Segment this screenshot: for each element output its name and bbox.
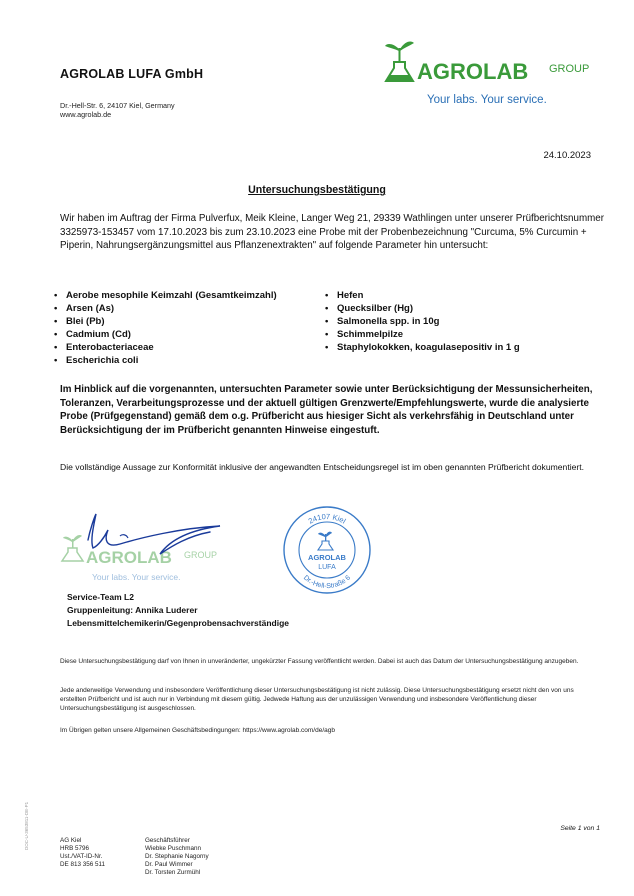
stamp-name1: AGROLAB xyxy=(308,553,346,562)
footer-line: AG Kiel xyxy=(60,837,82,844)
watermark-group: GROUP xyxy=(184,550,218,560)
watermark-logo xyxy=(62,535,217,582)
footer-line: DE 813 356 511 xyxy=(60,861,106,868)
logo-group: GROUP xyxy=(549,63,590,75)
document-date: 24.10.2023 xyxy=(543,150,591,161)
watermark-slogan: Your labs. Your service. xyxy=(92,572,181,582)
disclaimer-terms: Im Übrigen gelten unsere Allgemeinen Geschäftsbedingungen: https://www.agrolab.com/de/agb xyxy=(60,727,335,734)
signature-block xyxy=(60,500,240,590)
signature-lead: Gruppenleitung: Annika Luderer xyxy=(67,605,198,615)
stamp-bottom-text: Dr.-Hell-Straße 6 xyxy=(301,574,353,591)
company-name: AGROLAB LUFA GmbH xyxy=(60,67,204,81)
parameter-name: Quecksilber (Hg) xyxy=(337,303,414,314)
list-item: • Enterobacteriaceae xyxy=(54,342,154,353)
list-item: • Arsen (As) xyxy=(54,303,115,314)
parameter-name: Hefen xyxy=(337,290,364,301)
footer-heading: Geschäftsführer xyxy=(145,837,190,844)
document-reference: DOC-U-3653811-DE-P1 xyxy=(24,801,29,850)
footer-line: Ust./VAT-ID-Nr. xyxy=(60,853,103,860)
list-item: • Staphylokokken, koagulasepositiv in 1 g xyxy=(325,342,520,353)
agrolab-group-logo xyxy=(383,35,598,107)
list-item: • Cadmium (Cd) xyxy=(54,329,131,340)
list-item: • Quecksilber (Hg) xyxy=(325,303,414,314)
footer-line: Dr. Stephanie Nagorny xyxy=(145,853,209,860)
list-item: • Aerobe mesophile Keimzahl (Gesamtkeimzahl) xyxy=(54,290,277,301)
parameter-name: Blei (Pb) xyxy=(66,316,105,327)
parameter-name: Enterobacteriaceae xyxy=(66,342,154,353)
parameter-list-right xyxy=(325,289,520,354)
official-stamp xyxy=(282,505,372,595)
svg-text:Dr.-Hell-Straße 6 xyxy=(302,574,352,590)
footer-line: Dr. Paul Wimmer xyxy=(145,861,193,868)
stamp-top-text: 24107 Kiel xyxy=(306,511,348,526)
footer-management xyxy=(145,837,209,877)
list-item: • Escherichia coli xyxy=(54,355,139,366)
plant-flask-icon xyxy=(385,41,414,81)
conformity-note: Die vollständige Aussage zur Konformität inklusive der angewandten Entscheidungsregel ist im oben genannten Prüfbericht dokumentiert. xyxy=(60,462,585,472)
footer-line: HRB 5796 xyxy=(60,845,90,852)
footer-registration xyxy=(60,837,105,869)
parameter-name: Arsen (As) xyxy=(66,303,115,314)
list-item: • Blei (Pb) xyxy=(54,316,105,327)
logo-brand: AGROLAB xyxy=(417,59,529,84)
document-title: Untersuchungsbestätigung xyxy=(248,184,386,196)
stamp-name2: LUFA xyxy=(318,564,336,571)
list-item: • Hefen xyxy=(325,290,364,301)
logo-slogan: Your labs. Your service. xyxy=(427,94,547,106)
stamp-flask-icon xyxy=(318,532,333,550)
parameter-list-left xyxy=(54,289,277,367)
parameter-name: Aerobe mesophile Keimzahl (Gesamtkeimzahl) xyxy=(66,290,277,301)
footer-line: Wiebke Puschmann xyxy=(145,845,201,852)
disclaimer-publication: Diese Untersuchungsbestätigung darf von Ihnen in unveränderter, ungekürzter Fassung veröffentlicht werden. Dabei ist auch das Datum der Untersuchungsbestätigung anzugeben. xyxy=(60,658,579,665)
company-address: Dr.-Hell-Str. 6, 24107 Kiel, Germany xyxy=(60,101,175,110)
watermark-brand: AGROLAB xyxy=(86,548,172,567)
svg-text:24107 Kiel xyxy=(307,512,348,526)
parameter-name: Escherichia coli xyxy=(66,355,139,366)
company-website: www.agrolab.de xyxy=(60,110,112,119)
signature-role: Lebensmittelchemikerin/Gegenprobensachverständige xyxy=(67,618,290,628)
parameter-name: Salmonella spp. in 10g xyxy=(337,316,440,327)
parameter-name: Schimmelpilze xyxy=(337,329,403,340)
parameter-name: Staphylokokken, koagulasepositiv in 1 g xyxy=(337,342,520,353)
disclaimer-usage: Jede anderweitige Verwendung und insbesondere Veröffentlichung dieser Untersuchungsbestätigung ist nicht zulässig. Diese Untersuchungsbestätigung ersetzt nicht den von uns erstellten Prüfbericht und ist auch nur in Verbindung mit diesem gültig. Jedwede Haftung aus der unzulässigen Verwendung und insbesondere Veröffentlichung dieser Untersuchungsbestätigung ist ausgeschlossen. xyxy=(60,687,574,712)
parameter-name: Cadmium (Cd) xyxy=(66,329,131,340)
list-item: • Schimmelpilze xyxy=(325,329,403,340)
list-item: • Salmonella spp. in 10g xyxy=(325,316,440,327)
page-number: Seite 1 von 1 xyxy=(560,825,600,832)
intro-paragraph: Wir haben im Auftrag der Firma Pulverfux, Meik Kleine, Langer Weg 21, 29339 Wathlingen unter unserer Prüfberichtsnummer 3325973-153457 vom 17.10.2023 bis zum 23.10.2023 eine Probe mit der Probenbezeichnung "Curcuma, 5% Curcumin + Piperin, Nahrungsergänzungsmittel aus Pflanzenextrakten" auf folgende Parameter hin untersucht: xyxy=(60,213,604,252)
summary-paragraph: Im Hinblick auf die vorgenannten, untersuchten Parameter sowie unter Berücksichtigung der Messunsicherheiten, Toleranzen, Verarbeitungsprozesse und der aktuell gültigen Grenzwerte/Empfehlungswerte, wurde die analysierte Probe (Prüfgegenstand) gemäß dem o.g. Prüfbericht aus hiesiger Sicht als verkehrsfähig in Deutschland unter Berücksichtigung der im Prüfbericht genannten Hinweise eingestuft. xyxy=(60,384,593,436)
footer-line: Dr. Torsten Zurmühl xyxy=(145,869,201,876)
signature-team: Service-Team L2 xyxy=(67,592,134,602)
